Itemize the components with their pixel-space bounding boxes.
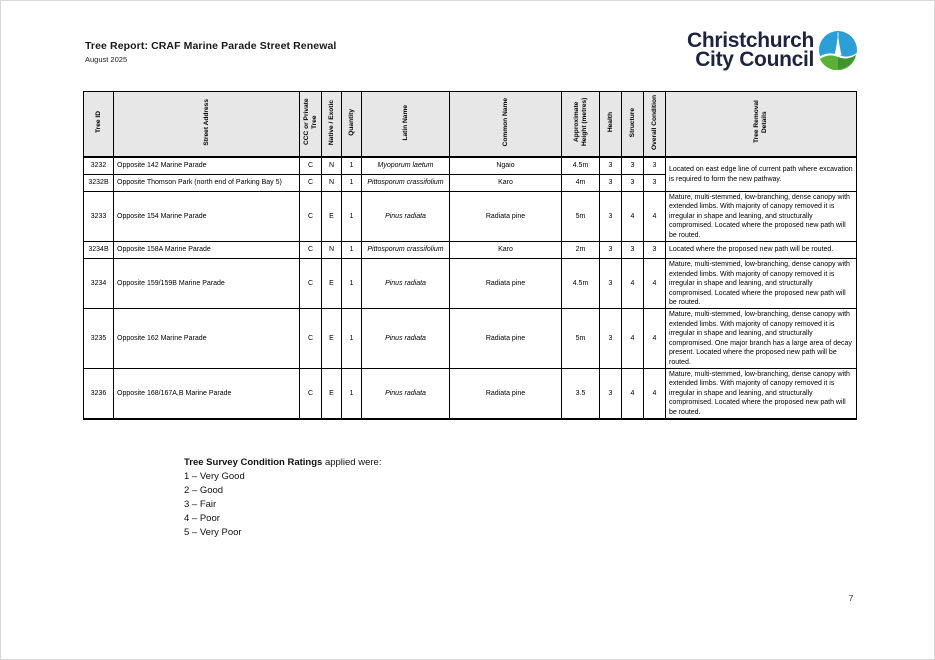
cell-overall: 4 <box>644 192 666 242</box>
column-header-label: Common Name <box>501 98 509 147</box>
column-header-label: CCC or Private Tree <box>302 99 318 146</box>
table-row <box>84 157 857 175</box>
cell-tree-id: 3234B <box>84 242 114 259</box>
cell-overall: 4 <box>644 309 666 369</box>
column-header-label: Street Address <box>202 98 210 146</box>
cell-quantity: 1 <box>342 157 362 175</box>
legend-item: 2 – Good <box>184 485 224 496</box>
cell-native-exotic: E <box>322 309 342 369</box>
cell-common-name: Radiata pine <box>450 309 562 369</box>
cell-latin-name: Pittosporum crassifolium <box>362 242 450 259</box>
condition-ratings-legend <box>184 456 381 540</box>
cell-height: 3.5 <box>562 369 600 420</box>
table-header-row <box>84 92 857 158</box>
column-header <box>114 92 300 158</box>
table-row <box>84 242 857 259</box>
cell-health: 3 <box>600 309 622 369</box>
cell-tree-removal-details: Mature, multi-stemmed, low-branching, dense canopy with extended limbs. With majority of canopy removed it is irregular in shape and leaning, and structurally compromised. Located where the proposed new path will be routed. <box>666 192 857 242</box>
cell-street-address: Opposite 162 Marine Parade <box>114 309 300 369</box>
cell-tree-removal-details: Mature, multi-stemmed, low-branching, dense canopy with extended limbs. With majority of canopy removed it is irregular in shape and leaning, and structurally compromised. One major branch has a large area of decay present. Located where the proposed new path will be routed. <box>666 309 857 369</box>
logo-line1: Christchurch <box>687 29 815 52</box>
cell-tree-id: 3235 <box>84 309 114 369</box>
cell-structure: 4 <box>622 259 644 309</box>
document-date: August 2025 <box>85 55 128 64</box>
column-header <box>322 92 342 158</box>
cell-tree-removal-details: Mature, multi-stemmed, low-branching, dense canopy with extended limbs. With majority of canopy removed it is irregular in shape and leaning, and structurally compromised. Located where the proposed new path will be routed. <box>666 259 857 309</box>
cell-tree-id: 3232 <box>84 157 114 175</box>
legend-item: 5 – Very Poor <box>184 527 242 538</box>
cell-street-address: Opposite Thomson Park (north end of Parking Bay 5) <box>114 175 300 192</box>
legend-title <box>184 456 381 470</box>
logo-line2: City Council <box>695 48 815 71</box>
column-header <box>644 92 666 158</box>
cell-structure: 3 <box>622 175 644 192</box>
legend-title-bold: Tree Survey Condition Ratings <box>184 457 323 468</box>
cell-height: 4m <box>562 175 600 192</box>
cell-ccc-or-private: C <box>300 192 322 242</box>
cell-quantity: 1 <box>342 309 362 369</box>
cell-tree-id: 3234 <box>84 259 114 309</box>
document-header <box>85 40 336 64</box>
cell-common-name: Ngaio <box>450 157 562 175</box>
cell-structure: 3 <box>622 157 644 175</box>
cell-common-name: Karo <box>450 175 562 192</box>
cell-height: 4.5m <box>562 259 600 309</box>
page-number: 7 <box>848 593 854 603</box>
column-header-label: Structure <box>628 107 636 137</box>
cell-quantity: 1 <box>342 242 362 259</box>
legend-title-rest: applied were: <box>322 457 382 468</box>
column-header-label: Tree ID <box>94 111 102 134</box>
column-header <box>450 92 562 158</box>
cell-native-exotic: E <box>322 192 342 242</box>
cell-native-exotic: N <box>322 157 342 175</box>
cell-common-name: Radiata pine <box>450 369 562 420</box>
cell-overall: 4 <box>644 369 666 420</box>
column-header-label: Overall Condition <box>650 94 658 150</box>
cell-latin-name: Pittosporum crassifolium <box>362 175 450 192</box>
cell-tree-removal-details: Located on east edge line of current path where excavation is required to form the new pathway. <box>666 157 857 192</box>
cell-latin-name: Pinus radiata <box>362 259 450 309</box>
cell-health: 3 <box>600 192 622 242</box>
cell-street-address: Opposite 159/159B Marine Parade <box>114 259 300 309</box>
legend-items <box>184 470 381 540</box>
christchurch-city-council-logo <box>687 30 858 70</box>
column-header <box>300 92 322 158</box>
cell-street-address: Opposite 154 Marine Parade <box>114 192 300 242</box>
column-header-label: Health <box>606 112 614 133</box>
table-row <box>84 309 857 369</box>
document-title: Tree Report: CRAF Marine Parade Street Renewal <box>85 40 337 52</box>
cell-street-address: Opposite 158A Marine Parade <box>114 242 300 259</box>
cell-quantity: 1 <box>342 192 362 242</box>
cell-tree-id: 3232B <box>84 175 114 192</box>
cell-structure: 3 <box>622 242 644 259</box>
column-header <box>342 92 362 158</box>
cell-overall: 3 <box>644 175 666 192</box>
cell-latin-name: Pinus radiata <box>362 309 450 369</box>
cell-structure: 4 <box>622 369 644 420</box>
logo-text <box>687 31 814 69</box>
cell-ccc-or-private: C <box>300 309 322 369</box>
cell-quantity: 1 <box>342 259 362 309</box>
column-header <box>600 92 622 158</box>
cell-height: 5m <box>562 192 600 242</box>
cell-health: 3 <box>600 175 622 192</box>
legend-item: 4 – Poor <box>184 513 220 524</box>
cell-street-address: Opposite 142 Marine Parade <box>114 157 300 175</box>
column-header <box>562 92 600 158</box>
legend-item: 1 – Very Good <box>184 471 245 482</box>
cell-common-name: Karo <box>450 242 562 259</box>
cell-ccc-or-private: C <box>300 369 322 420</box>
cell-health: 3 <box>600 242 622 259</box>
cell-native-exotic: N <box>322 242 342 259</box>
column-header <box>666 92 857 158</box>
cell-tree-id: 3236 <box>84 369 114 420</box>
cell-tree-removal-details: Mature, multi-stemmed, low-branching, dense canopy with extended limbs. With majority of canopy removed it is irregular in shape and leaning, and structurally compromised. Located where the proposed new path will be routed. <box>666 369 857 420</box>
cell-tree-removal-details: Located where the proposed new path will be routed. <box>666 242 857 259</box>
table-row <box>84 192 857 242</box>
cell-height: 2m <box>562 242 600 259</box>
cell-overall: 3 <box>644 242 666 259</box>
cell-health: 3 <box>600 259 622 309</box>
cell-tree-id: 3233 <box>84 192 114 242</box>
cell-native-exotic: E <box>322 369 342 420</box>
cell-common-name: Radiata pine <box>450 192 562 242</box>
cell-quantity: 1 <box>342 175 362 192</box>
cell-overall: 3 <box>644 157 666 175</box>
cell-overall: 4 <box>644 259 666 309</box>
cell-latin-name: Pinus radiata <box>362 369 450 420</box>
cell-common-name: Radiata pine <box>450 259 562 309</box>
cell-latin-name: Myoporum laetum <box>362 157 450 175</box>
table-row <box>84 369 857 420</box>
cell-height: 4.5m <box>562 157 600 175</box>
cell-ccc-or-private: C <box>300 175 322 192</box>
column-header-label: Quantity <box>347 108 355 136</box>
legend-item: 3 – Fair <box>184 499 217 510</box>
cell-ccc-or-private: C <box>300 157 322 175</box>
cell-height: 5m <box>562 309 600 369</box>
table-row <box>84 259 857 309</box>
cell-ccc-or-private: C <box>300 259 322 309</box>
column-header-label: Approximate Height (metres) <box>572 98 588 147</box>
cell-ccc-or-private: C <box>300 242 322 259</box>
column-header-label: Latin Name <box>401 104 409 141</box>
column-header-label: Tree Removal Details <box>753 100 768 144</box>
cell-quantity: 1 <box>342 369 362 420</box>
tree-survey-table <box>83 91 857 420</box>
cathedral-circle-icon <box>818 30 858 70</box>
column-header-label: Native / Exotic <box>327 99 335 145</box>
column-header <box>622 92 644 158</box>
cell-street-address: Opposite 168/167A,B Marine Parade <box>114 369 300 420</box>
cell-health: 3 <box>600 157 622 175</box>
cell-latin-name: Pinus radiata <box>362 192 450 242</box>
cell-native-exotic: N <box>322 175 342 192</box>
column-header <box>362 92 450 158</box>
cell-native-exotic: E <box>322 259 342 309</box>
cell-structure: 4 <box>622 192 644 242</box>
column-header <box>84 92 114 158</box>
cell-health: 3 <box>600 369 622 420</box>
cell-structure: 4 <box>622 309 644 369</box>
